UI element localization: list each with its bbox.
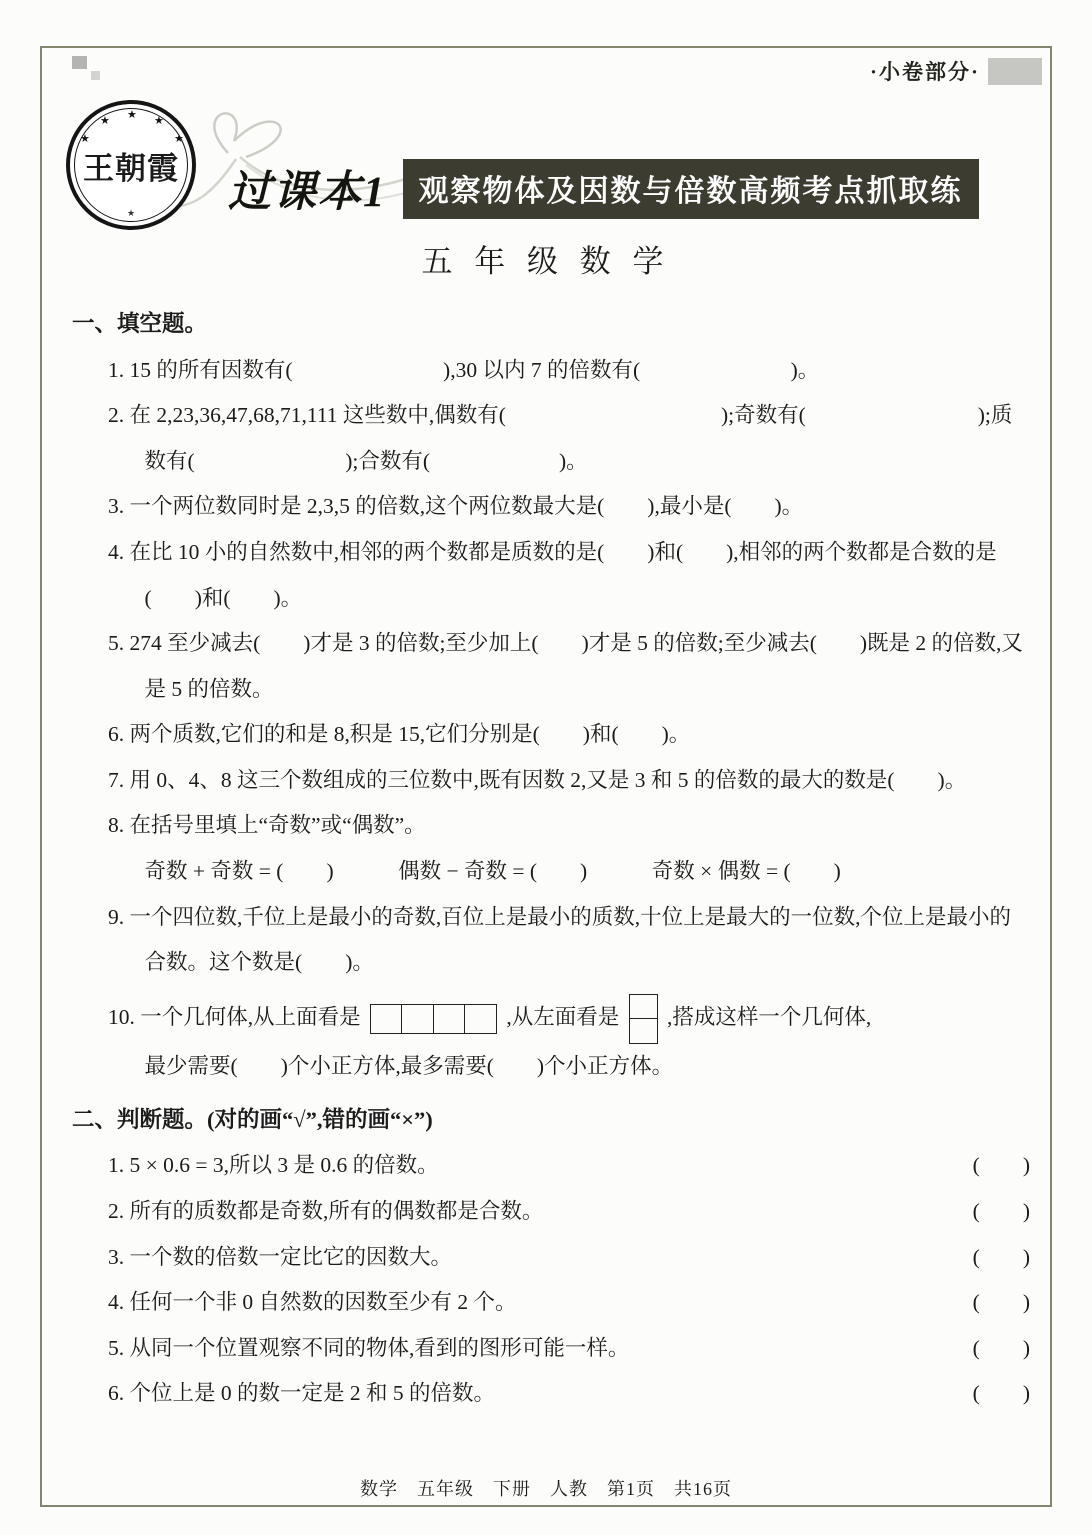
fill-question-10 <box>108 994 1030 1044</box>
question-10-text-3: ,搭成这样一个几何体, <box>666 1004 872 1029</box>
judge-question-text: 6. 个位上是 0 的数一定是 2 和 5 的倍数。 <box>108 1381 496 1406</box>
answer-blank: ( ) <box>972 1381 1030 1406</box>
corner-square-decoration <box>72 56 87 69</box>
fill-question-8: 8. 在括号里填上“奇数”或“偶数”。 <box>108 813 426 838</box>
fill-question-10-line2: 最少需要( )个小正方体,最多需要( )个小正方体。 <box>144 1054 674 1079</box>
question-10-text-2: ,从左面看是 <box>506 1004 620 1029</box>
star-icon: ★ <box>154 115 164 127</box>
worksheet-body <box>72 300 1030 1417</box>
star-icon: ★ <box>127 208 136 218</box>
judge-question-5 <box>108 1326 1030 1372</box>
answer-blank: ( ) <box>972 1290 1030 1315</box>
judge-question-3 <box>108 1235 1030 1281</box>
title-highlight-bar: 观察物体及因数与倍数高频考点抓取练 <box>403 159 979 219</box>
answer-blank: ( ) <box>972 1335 1030 1360</box>
section-heading-fill-in: 一、填空题。 <box>72 311 208 336</box>
brand-logo-stamp <box>66 100 196 230</box>
page-footer: 数学 五年级 下册 人教 第1页 共16页 <box>360 1479 732 1499</box>
brand-name: 王朝霞 <box>83 150 179 186</box>
star-icon: ★ <box>100 115 110 127</box>
judge-question-text: 2. 所有的质数都是奇数,所有的偶数都是合数。 <box>108 1198 544 1223</box>
fill-question-1: 1. 15 的所有因数有( ),30 以内 7 的倍数有( )。 <box>108 357 820 382</box>
corner-square-decoration-small <box>91 71 100 80</box>
cube-cell <box>433 1004 466 1034</box>
judge-question-4 <box>108 1280 1030 1326</box>
fill-question-9: 9. 一个四位数,千位上是最小的奇数,百位上是最小的质数,十位上是最大的一位数,个位上是最小的合数。这个数是( )。 <box>108 904 1012 975</box>
section-tag-label: ·小卷部分· <box>869 60 980 84</box>
answer-blank: ( ) <box>972 1153 1030 1178</box>
star-icon: ★ <box>127 109 137 121</box>
judge-question-text: 1. 5 × 0.6 = 3,所以 3 是 0.6 的倍数。 <box>108 1153 439 1178</box>
fill-question-6: 6. 两个质数,它们的和是 8,积是 15,它们分别是( )和( )。 <box>108 722 691 747</box>
star-icon: ★ <box>80 133 90 145</box>
answer-blank: ( ) <box>972 1198 1030 1223</box>
cube-cell <box>464 1004 497 1034</box>
fill-question-8-expressions: 奇数 + 奇数 = ( ) 偶数 − 奇数 = ( ) 奇数 × 偶数 = ( ) <box>144 859 841 884</box>
fill-question-2: 2. 在 2,23,36,47,68,71,111 这些数中,偶数有( );奇数有( );质数有( );合数有( )。 <box>108 403 1013 473</box>
fill-question-7: 7. 用 0、4、8 这三个数组成的三位数中,既有因数 2,又是 3 和 5 的倍数的最大的数是( )。 <box>108 767 967 792</box>
cube-cell <box>629 1018 658 1044</box>
corner-gray-block <box>988 58 1042 85</box>
grade-subject-subtitle: 五 年 级 数 学 <box>421 244 671 279</box>
cube-cell <box>401 1004 434 1034</box>
judge-question-text: 4. 任何一个非 0 自然数的因数至少有 2 个。 <box>108 1290 517 1315</box>
star-icon: ★ <box>174 133 184 145</box>
fill-question-4: 4. 在比 10 小的自然数中,相邻的两个数都是质数的是( )和( ),相邻的两个数都是合数的是( )和( )。 <box>108 540 997 610</box>
judge-question-text: 5. 从同一个位置观察不同的物体,看到的图形可能一样。 <box>108 1335 630 1360</box>
fill-question-3: 3. 一个两位数同时是 2,3,5 的倍数,这个两位数最大是( ),最小是( )。 <box>108 494 804 519</box>
cube-cell <box>370 1004 403 1034</box>
judge-question-6 <box>108 1371 1030 1417</box>
title-prefix: 过课本1 <box>228 169 387 216</box>
top-view-diagram <box>370 1004 497 1034</box>
section-heading-judgment: 二、判断题。(对的画“√”,错的画“×”) <box>72 1106 433 1132</box>
judge-question-2 <box>108 1189 1030 1235</box>
cube-cell <box>629 994 658 1020</box>
worksheet-title <box>228 158 979 219</box>
question-10-text-1: 10. 一个几何体,从上面看是 <box>108 1004 361 1029</box>
fill-question-5: 5. 274 至少减去( )才是 3 的倍数;至少加上( )才是 5 的倍数;至少减去( )既是 2 的倍数,又是 5 的倍数。 <box>108 631 1023 701</box>
answer-blank: ( ) <box>972 1244 1030 1269</box>
judge-question-text: 3. 一个数的倍数一定比它的因数大。 <box>108 1244 453 1269</box>
section-tag <box>870 56 1042 86</box>
left-view-diagram <box>629 994 658 1044</box>
judge-question-1 <box>108 1143 1030 1189</box>
